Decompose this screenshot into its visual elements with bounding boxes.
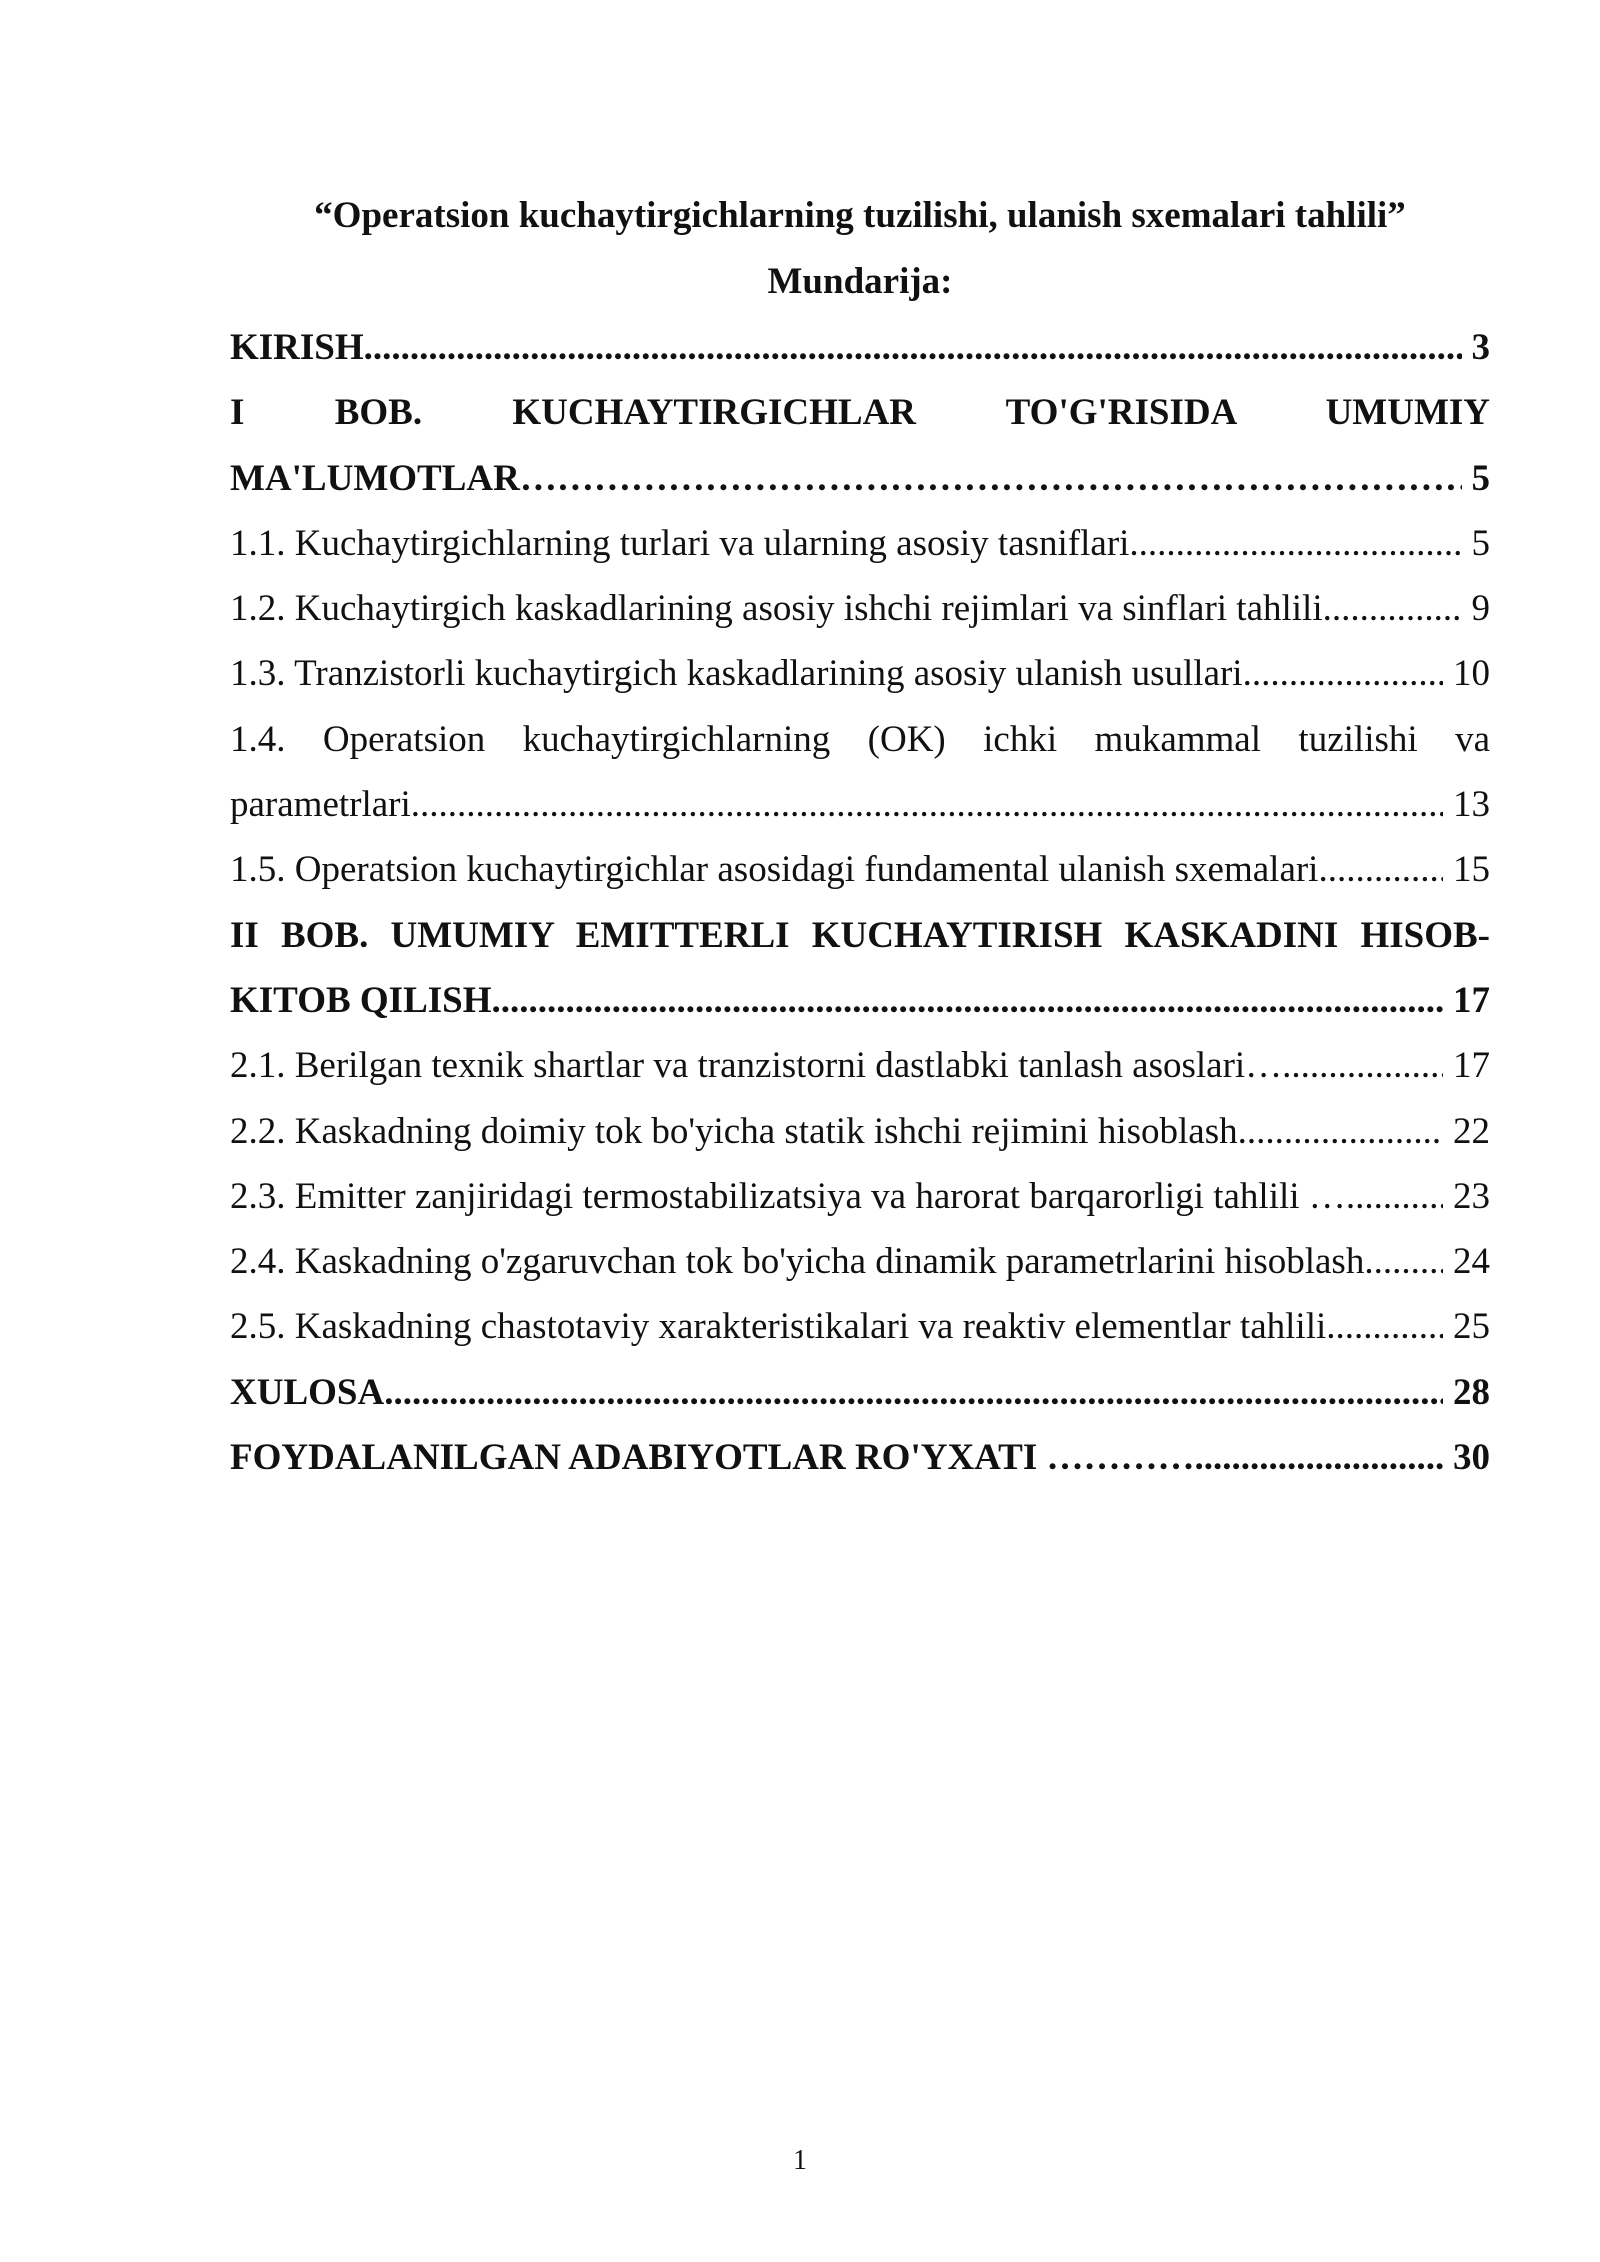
toc-leader-dots xyxy=(411,781,1443,829)
toc-entry-title: XULOSA xyxy=(230,1371,385,1413)
toc-entry-2-4[interactable] xyxy=(230,1238,1490,1303)
toc-entry-title: KITOB QILISH xyxy=(230,979,492,1021)
toc-leader-dots xyxy=(1326,1303,1443,1351)
toc-page-number: 17 xyxy=(1453,1045,1490,1087)
toc-entry-chapter1-line1[interactable]: I BOB. KUCHAYTIRGICHLAR TO'G'RISIDA UMUMIY xyxy=(230,392,1490,434)
toc-entry-xulosa[interactable] xyxy=(230,1369,1490,1434)
toc-page-number: 3 xyxy=(1471,327,1490,368)
toc-page-number: 24 xyxy=(1453,1241,1490,1283)
toc-leader-dots xyxy=(492,977,1443,1025)
toc-entry-1-4[interactable] xyxy=(230,781,1490,846)
toc-leader-dots xyxy=(1238,1108,1443,1156)
toc-entry-kirish[interactable] xyxy=(230,324,1490,389)
toc-heading: Mundarija: xyxy=(767,261,953,302)
toc-entry-title: 2.4. Kaskadning o'zgaruvchan tok bo'yicha dinamik parametrlarini hisoblash xyxy=(230,1241,1365,1283)
toc-entry-title: FOYDALANILGAN ADABIYOTLAR RO'YXATI ………… xyxy=(230,1437,1195,1479)
toc-page-number: 25 xyxy=(1453,1306,1490,1348)
toc-leader-dots xyxy=(384,1369,1443,1417)
table-of-contents xyxy=(230,324,1490,1499)
toc-page-number: 17 xyxy=(1453,979,1490,1021)
toc-entry-title: 2.3. Emitter zanjiridagi termostabilizatsiya va harorat barqarorligi tahlili … xyxy=(230,1175,1346,1217)
toc-leader-dots xyxy=(1346,1173,1443,1221)
toc-leader-dots xyxy=(1318,846,1443,894)
toc-entry-chapter2[interactable] xyxy=(230,977,1490,1042)
toc-leader-dots xyxy=(1364,1238,1443,1286)
toc-page-number: 15 xyxy=(1453,849,1490,891)
toc-entry-chapter1[interactable] xyxy=(230,455,1490,520)
toc-leader-dots xyxy=(1243,650,1443,698)
toc-entry-1-4-line1[interactable]: 1.4. Operatsion kuchaytirgichlarning (OK) ichki mukammal tuzilishi va xyxy=(230,718,1490,760)
toc-entry-title: 1.3. Tranzistorli kuchaytirgich kaskadlarining asosiy ulanish usullari xyxy=(230,653,1243,695)
toc-entry-2-1[interactable] xyxy=(230,1042,1490,1107)
toc-entry-title: KIRISH xyxy=(230,327,364,368)
toc-page-number: 5 xyxy=(1471,457,1490,499)
toc-page-number: 23 xyxy=(1453,1175,1490,1217)
toc-page-number: 30 xyxy=(1453,1437,1490,1479)
page-number: 1 xyxy=(793,2145,807,2176)
toc-entry-title: 2.1. Berilgan texnik shartlar va tranzistorni dastlabki tanlash asoslari… xyxy=(230,1045,1283,1087)
toc-entry-title: 2.2. Kaskadning doimiy tok bo'yicha statik ishchi rejimini hisoblash xyxy=(230,1110,1238,1152)
toc-entry-2-2[interactable] xyxy=(230,1108,1490,1173)
toc-entry-chapter2-line1[interactable]: II BOB. UMUMIY EMITTERLI KUCHAYTIRISH KASKADINI HISOB- xyxy=(230,914,1490,956)
toc-entry-title: 1.5. Operatsion kuchaytirgichlar asosidagi fundamental ulanish sxemalari xyxy=(230,849,1319,891)
toc-leader-dots xyxy=(1282,1042,1443,1090)
toc-page-number: 13 xyxy=(1453,784,1490,826)
toc-leader-dots xyxy=(364,324,1462,372)
toc-page-number: 22 xyxy=(1453,1110,1490,1152)
toc-entry-1-5[interactable] xyxy=(230,846,1490,911)
toc-entry-2-5[interactable] xyxy=(230,1303,1490,1368)
toc-entry-1-3[interactable] xyxy=(230,650,1490,715)
toc-leader-dots xyxy=(1129,520,1461,568)
toc-leader-dots xyxy=(1194,1434,1443,1482)
toc-entry-1-2[interactable] xyxy=(230,585,1490,650)
toc-page-number: 5 xyxy=(1471,522,1490,564)
toc-entry-1-1[interactable] xyxy=(230,520,1490,585)
toc-entry-2-3[interactable] xyxy=(230,1173,1490,1238)
toc-entry-title: parametrlari xyxy=(230,784,411,826)
toc-page-number: 9 xyxy=(1471,588,1490,630)
toc-page-number: 10 xyxy=(1453,653,1490,695)
document-title: “Operatsion kuchaytirgichlarning tuzilishi, ulanish sxemalari tahlili” xyxy=(314,195,1406,236)
toc-entry-adabiyotlar[interactable] xyxy=(230,1434,1490,1499)
toc-entry-title: MA'LUMOTLAR xyxy=(230,457,520,499)
toc-entry-title: 2.5. Kaskadning chastotaviy xarakteristikalari va reaktiv elementlar tahlili xyxy=(230,1306,1327,1348)
toc-entry-title: 1.2. Kuchaytirgich kaskadlarining asosiy ishchi rejimlari va sinflari tahlili xyxy=(230,588,1323,630)
toc-page-number: 28 xyxy=(1453,1371,1490,1413)
toc-entry-title: 1.1. Kuchaytirgichlarning turlari va ularning asosiy tasniflari xyxy=(230,522,1130,564)
toc-leader-dots xyxy=(520,455,1462,503)
toc-leader-dots xyxy=(1323,585,1462,633)
